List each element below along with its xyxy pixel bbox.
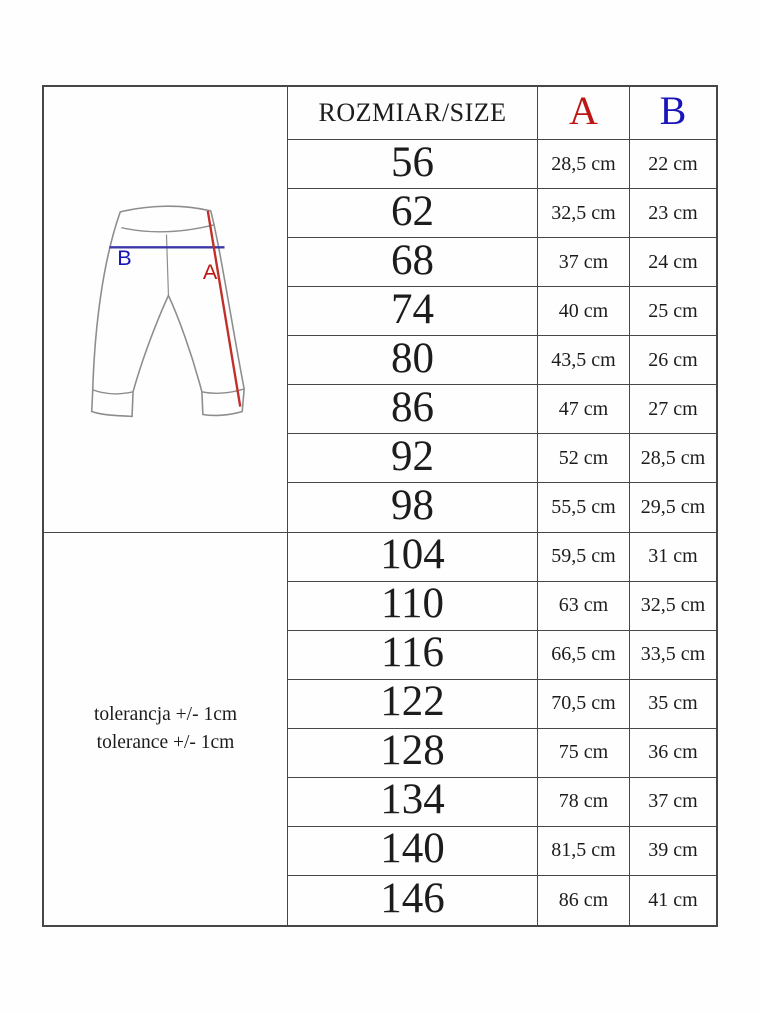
table-cell-size-92: 92 xyxy=(288,434,538,483)
table-cell-size-134: 134 xyxy=(288,778,538,827)
table-cell-size-128: 128 xyxy=(288,729,538,778)
table-cell-size-110: 110 xyxy=(288,582,538,631)
table-cell-b-56: 22 cm xyxy=(630,140,716,189)
table-cell-b-140: 39 cm xyxy=(630,827,716,876)
table-cell-size-62: 62 xyxy=(288,189,538,238)
table-cell-a-122: 70,5 cm xyxy=(538,680,630,729)
table-cell-b-146: 41 cm xyxy=(648,888,698,911)
table-cell-size-122: 122 xyxy=(288,680,538,729)
table-cell-a-110: 63 cm xyxy=(538,582,630,631)
header-col-b: B xyxy=(630,87,716,140)
table-cell-a-92: 52 cm xyxy=(538,434,630,483)
table-cell-b-104: 31 cm xyxy=(630,533,716,582)
sketch-label-b: B xyxy=(117,244,132,270)
header-col-a: A xyxy=(538,87,630,140)
table-cell-b-134: 37 cm xyxy=(630,778,716,827)
waistband-seam xyxy=(121,225,214,232)
table-cell-size-68: 68 xyxy=(288,238,538,287)
pants-outline xyxy=(92,206,244,416)
tolerance-line-pl: tolerancja +/- 1cm xyxy=(93,703,238,725)
table-cell-b-116: 33,5 cm xyxy=(630,631,716,680)
table-cell-a-86: 47 cm xyxy=(538,385,630,434)
table-cell-size-140: 140 xyxy=(288,827,538,876)
table-cell-a-128: 75 cm xyxy=(538,729,630,778)
table-cell-size-74: 74 xyxy=(288,287,538,336)
table-cell-a-134: 78 cm xyxy=(538,778,630,827)
table-cell-a-98: 55,5 cm xyxy=(538,483,630,532)
table-cell-b-86: 27 cm xyxy=(630,385,716,434)
table-cell-b-62: 23 cm xyxy=(630,189,716,238)
table-cell-size-146: 146 xyxy=(288,876,538,925)
table-cell-b-80: 26 cm xyxy=(630,336,716,385)
tolerance-note xyxy=(44,533,288,926)
left-cuff-seam xyxy=(93,390,133,394)
table-cell-a-146: 86 cm xyxy=(538,876,630,925)
table-cell-size-98: 98 xyxy=(288,483,538,532)
table-cell-size-104: 104 xyxy=(288,533,538,582)
table-cell-size-80: 80 xyxy=(288,336,538,385)
table-cell-b-122: 35 cm xyxy=(630,680,716,729)
table-cell-b-110: 32,5 cm xyxy=(630,582,716,631)
tolerance-line-en: tolerance +/- 1cm xyxy=(96,731,235,753)
table-cell-b-98: 29,5 cm xyxy=(630,483,716,532)
header-size-label: ROZMIAR/SIZE xyxy=(288,87,538,140)
size-table xyxy=(42,85,718,927)
table-cell-a-56: 28,5 cm xyxy=(538,140,630,189)
measure-line-a xyxy=(208,211,240,407)
table-cell-size-56: 56 xyxy=(288,140,538,189)
table-cell-size-116: 116 xyxy=(288,631,538,680)
pants-diagram-cell xyxy=(44,87,288,533)
table-cell-a-104: 59,5 cm xyxy=(538,533,630,582)
table-cell-a-74: 40 cm xyxy=(538,287,630,336)
table-cell-a-80: 43,5 cm xyxy=(538,336,630,385)
table-cell-a-62: 32,5 cm xyxy=(538,189,630,238)
table-cell-b-74: 25 cm xyxy=(630,287,716,336)
table-cell-b-68: 24 cm xyxy=(630,238,716,287)
table-cell-b-128: 36 cm xyxy=(630,729,716,778)
table-cell-a-116: 66,5 cm xyxy=(538,631,630,680)
center-seam xyxy=(166,235,168,296)
table-cell-a-140: 81,5 cm xyxy=(538,827,630,876)
sketch-label-a: A xyxy=(202,258,218,284)
table-cell-b-92: 28,5 cm xyxy=(630,434,716,483)
pants-sketch xyxy=(44,87,287,532)
table-cell-size-86: 86 xyxy=(288,385,538,434)
table-cell-a-68: 37 cm xyxy=(538,238,630,287)
